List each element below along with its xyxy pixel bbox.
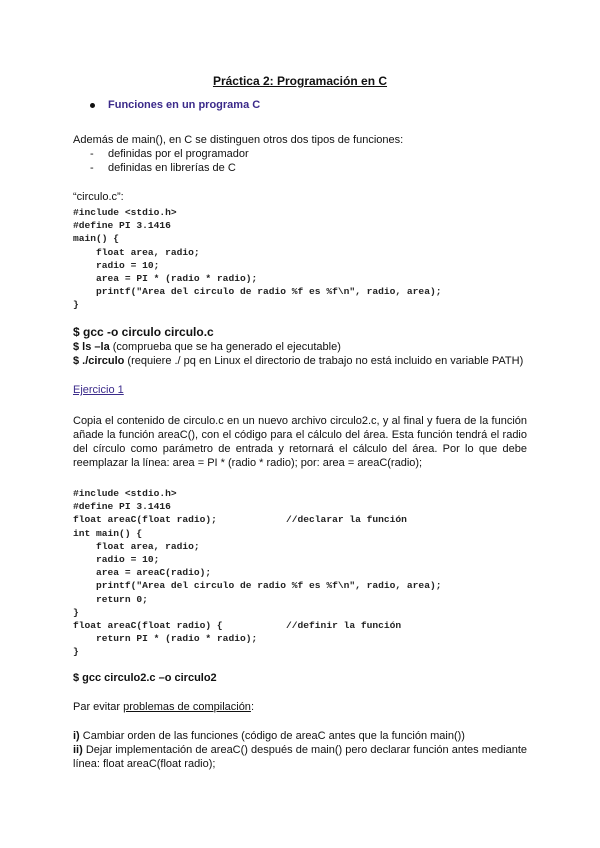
option-2-text: Dejar implementación de areaC() después de main() pero declarar función antes mediante línea: float areaC(float radio); [73,744,527,770]
page-title: Práctica 2: Programación en C [212,74,388,88]
avoid-link: problemas de compilación [123,701,251,713]
intro-text: Además de main(), en C se distinguen otros dos tipos de funciones: [73,134,404,146]
option-2 [73,743,527,771]
option-1-label: i) [73,730,80,742]
compile-command-text: $ gcc circulo2.c –o circulo2 [73,672,217,684]
code-block-circulo: #include <stdio.h> #define PI 3.1416 main() { float area, radio; radio = 10; area = PI * (radio * radio); printf("Area del circulo de radio %f es %f\n", radio, area); } [73,207,442,311]
command-note: (requiere ./ pq en Linux el directorio de trabajo no está incluido en variable PATH) [124,355,524,367]
command-text: $ ./circulo [73,355,125,367]
bullet-icon [90,103,95,108]
compile-command [73,671,217,685]
code-block-circulo2: #include <stdio.h> #define PI 3.1416 float areaC(float radio); //declarar la función int main() { float area, radio; radio = 10; area = areaC(radio); printf("Area del circulo de radio %f es %f\n", radio, area); return 0; } float areaC(float radio) { //definir la función return PI * (radio * radio); } [73,488,442,658]
command-note: (comprueba que se ha generado el ejecutable) [109,341,341,353]
option-1 [73,729,465,743]
dash-icon: - [90,148,94,160]
option-2-label: ii) [73,744,83,756]
option-1-text: Cambiar orden de las funciones (código de areaC antes que la función main()) [79,730,465,742]
file-label: “circulo.c”: [73,191,124,203]
exercise-text: Copia el contenido de circulo.c en un nuevo archivo circulo2.c, y al final y fuera de la función añade la función areaC(), con el código para el cálculo del área. Esta función tendrá el radio del círculo como parámetro de entrada y retornará el cálculo del área. Por lo que debe reemplazar la línea: area = PI * (radio * radio); por: area = areaC(radio); [73,415,527,469]
type-item: definidas en librerías de C [108,162,236,174]
exercise-title: Ejercicio 1 [73,384,124,396]
dash-icon: - [90,162,94,174]
avoid-prefix: Par evitar [73,701,124,713]
command-line [73,340,341,354]
command-line [73,325,214,339]
command-text: $ gcc -o circulo circulo.c [73,325,214,339]
avoid-suffix: : [250,701,254,713]
avoid-line [73,700,254,714]
command-line [73,354,523,368]
type-item: definidas por el programador [108,148,249,160]
command-text: $ ls –la [73,341,110,353]
section-heading: Funciones en un programa C [108,99,261,111]
